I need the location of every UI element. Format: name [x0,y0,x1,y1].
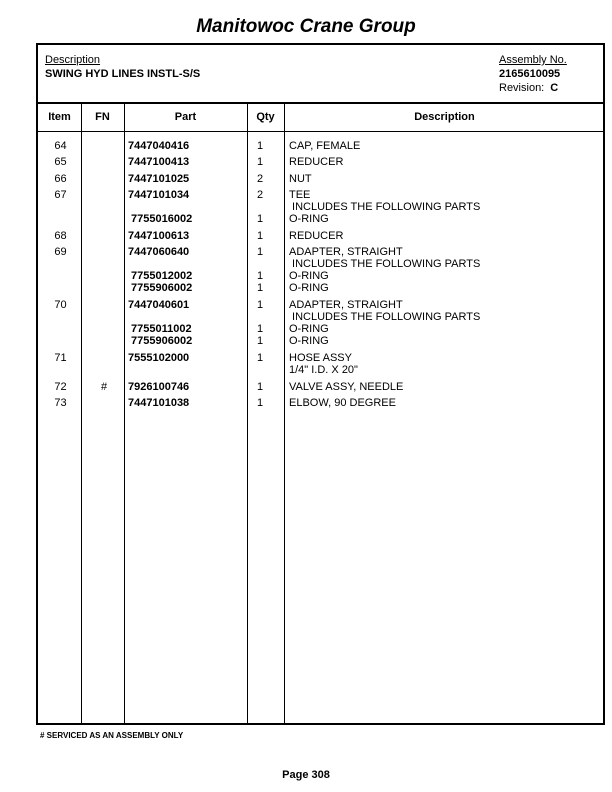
cell-part: 7755906002 [128,282,193,294]
cell-part: 7555102000 [128,352,190,364]
cell-description: INCLUDES THE FOLLOWING PARTS [289,201,481,213]
cell-part: 7447100413 [128,156,190,168]
revision [499,82,558,94]
cell-description: O-RING [289,213,329,225]
cell-qty: 2 [256,173,264,185]
column-header-divider [38,131,603,132]
cell-description: HOSE ASSY [289,352,352,364]
parts-table-frame [36,43,605,725]
cell-part: 7926100746 [128,381,190,393]
assembly-value: 2165610095 [499,68,561,80]
cell-description: TEE [289,189,311,201]
assembly-label: Assembly No. [499,54,567,66]
cell-fn: # [100,381,108,393]
cell-description: ELBOW, 90 DEGREE [289,397,396,409]
cell-qty: 1 [256,397,264,409]
cell-qty: 1 [256,156,264,168]
cell-item: 65 [54,156,67,168]
cell-qty: 1 [256,299,264,311]
cell-description: ADAPTER, STRAIGHT [289,299,403,311]
cell-description: O-RING [289,335,329,347]
cell-item: 66 [54,173,67,185]
cell-qty: 1 [256,282,264,294]
cell-description: O-RING [289,270,329,282]
cell-part: 7447101034 [128,189,190,201]
cell-qty: 1 [256,140,264,152]
cell-item: 70 [54,299,67,311]
cell-qty: 1 [256,335,264,347]
column-divider-fn [124,103,125,723]
cell-description: ADAPTER, STRAIGHT [289,246,403,258]
column-header-fn: FN [95,111,110,123]
cell-description: REDUCER [289,230,344,242]
cell-qty: 1 [256,352,264,364]
cell-part: 7755012002 [128,270,193,282]
cell-item: 64 [54,140,67,152]
column-header-item: Item [48,111,71,123]
cell-part: 7755011002 [128,323,192,335]
cell-description: 1/4" I.D. X 20" [289,364,358,376]
cell-qty: 1 [256,381,264,393]
header-divider [38,102,603,104]
cell-qty: 1 [256,230,264,242]
cell-part: 7447040416 [128,140,190,152]
cell-qty: 1 [256,246,264,258]
cell-description: INCLUDES THE FOLLOWING PARTS [289,311,481,323]
cell-description: INCLUDES THE FOLLOWING PARTS [289,258,481,270]
cell-description: REDUCER [289,156,344,168]
page-title: Manitowoc Crane Group [196,16,416,37]
cell-item: 69 [54,246,67,258]
page-number: Page 308 [282,769,330,781]
cell-item: 67 [54,189,67,201]
cell-part: 7447101025 [128,173,190,185]
cell-part: 7447101038 [128,397,190,409]
description-value: SWING HYD LINES INSTL-S/S [45,68,201,80]
cell-part: 7755016002 [128,213,193,225]
cell-qty: 1 [256,270,264,282]
description-label: Description [45,54,101,66]
cell-part: 7755906002 [128,335,193,347]
cell-part: 7447060640 [128,246,190,258]
cell-description: NUT [289,173,312,185]
cell-qty: 2 [256,189,264,201]
column-header-description: Description [414,111,475,123]
cell-item: 72 [54,381,67,393]
column-header-qty: Qty [256,111,275,123]
cell-part: 7447040601 [128,299,190,311]
cell-item: 73 [54,397,67,409]
revision-value: C [550,82,559,94]
cell-part: 7447100613 [128,230,190,242]
cell-item: 71 [54,352,67,364]
cell-description: VALVE ASSY, NEEDLE [289,381,404,393]
cell-description: O-RING [289,323,329,335]
cell-qty: 1 [256,323,264,335]
cell-item: 68 [54,230,67,242]
cell-description: CAP, FEMALE [289,140,361,152]
revision-label: Revision: [499,82,545,94]
cell-qty: 1 [256,213,264,225]
footnote: # SERVICED AS AN ASSEMBLY ONLY [40,731,184,740]
cell-description: O-RING [289,282,329,294]
column-header-part: Part [174,111,197,123]
